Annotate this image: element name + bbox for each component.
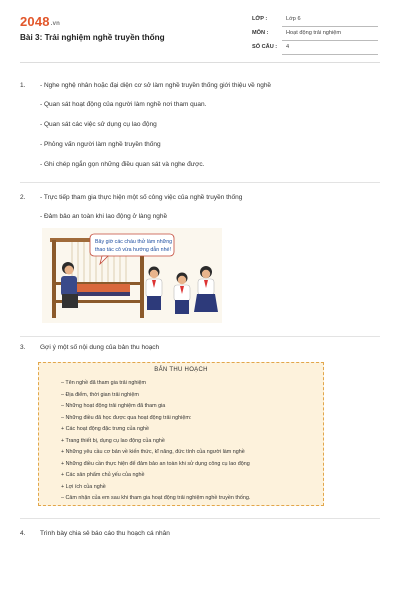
- logo-suffix: .vn: [50, 21, 61, 27]
- answer-line: - Phỏng vấn người làm nghề truyền thống: [40, 141, 161, 148]
- answer-line: Trình bày chia sẻ báo cáo thu hoạch cá nhân: [40, 530, 170, 537]
- meta-key: LỚP :: [252, 16, 268, 22]
- harvest-item: + Những yêu cầu cơ bản về kiến thức, kĩ năng, đức tính của người làm nghề: [61, 449, 245, 455]
- meta-underline: [282, 54, 378, 55]
- site-logo[interactable]: [20, 14, 60, 29]
- lesson-title: Bài 3: Trải nghiệm nghề truyền thống: [20, 33, 165, 42]
- answer-line: - Ghi chép ngắn gọn những điều quan sát và nghe được.: [40, 161, 205, 168]
- logo-text: 2048: [20, 14, 50, 29]
- meta-row-subject: [252, 28, 378, 42]
- harvest-box-title: BẢN THU HOẠCH: [154, 367, 208, 373]
- section-divider: [20, 182, 380, 183]
- meta-key: MÔN :: [252, 30, 269, 36]
- harvest-item: – Những điều đã học được qua hoạt động trải nghiệm:: [61, 414, 192, 421]
- answer-line: - Nghe nghệ nhân hoặc đại diện cơ sở làm nghề truyền thống giới thiệu về nghề: [40, 82, 272, 89]
- answer-line: - Trực tiếp tham gia thực hiện một số công việc của nghề truyền thống: [40, 194, 243, 201]
- question-number: 2.: [20, 194, 26, 201]
- harvest-item: – Cảm nhận của em sau khi tham gia hoạt động trải nghiệm nghề truyền thống.: [61, 495, 251, 501]
- harvest-item: + Trang thiết bị, dụng cụ lao động của nghề: [61, 437, 165, 444]
- harvest-item: – Địa điểm, thời gian trải nghiệm: [61, 391, 139, 398]
- weaving-illustration: [42, 228, 222, 323]
- harvest-item: + Các sản phẩm chủ yếu của nghề: [61, 472, 145, 478]
- header-divider: [20, 62, 380, 63]
- section-divider: [20, 518, 380, 519]
- meta-key: SỐ CÂU :: [252, 44, 278, 50]
- answer-line: - Quan sát các việc sử dụng cụ lao động: [40, 121, 157, 128]
- harvest-item: + Lợi ích của nghề: [61, 483, 106, 490]
- answer-line: - Đảm bảo an toàn khi lao động ở làng nghề: [40, 213, 168, 220]
- meta-row-class: [252, 14, 378, 28]
- header: [0, 0, 400, 64]
- meta-underline: [282, 40, 378, 41]
- meta-underline: [282, 26, 378, 27]
- question-number: 1.: [20, 82, 26, 89]
- speech-bubble-line: Bây giờ các cháu thử làm những: [95, 239, 173, 245]
- meta-value: Hoạt động trải nghiệm: [286, 30, 342, 36]
- meta-value: Lớp 6: [286, 16, 301, 22]
- meta-value: 4: [286, 44, 290, 50]
- harvest-item: + Các hoạt động đặc trưng của nghề: [61, 426, 149, 432]
- meta-row-count: [252, 42, 378, 56]
- weaving-scene-image: [42, 228, 222, 323]
- harvest-item: – Những hoạt động trải nghiệm đã tham gia: [61, 403, 166, 409]
- section-divider: [20, 336, 380, 337]
- harvest-item: + Những điều cần thực hiện để đảm bảo an toàn khi sử dụng công cụ lao động: [61, 460, 250, 467]
- speech-bubble-line: thao tác cô vừa hướng dẫn nhé!: [95, 247, 171, 253]
- harvest-report-box: [38, 362, 324, 506]
- answer-line: - Quan sát hoạt động của người làm nghề nơi tham quan.: [40, 101, 207, 108]
- harvest-item: – Tên nghề đã tham gia trải nghiệm: [61, 380, 147, 386]
- question-number: 3.: [20, 344, 26, 351]
- question-number: 4.: [20, 530, 26, 537]
- answer-line: Gợi ý một số nội dung của bản thu hoạch: [40, 344, 160, 351]
- meta-block: [252, 14, 378, 56]
